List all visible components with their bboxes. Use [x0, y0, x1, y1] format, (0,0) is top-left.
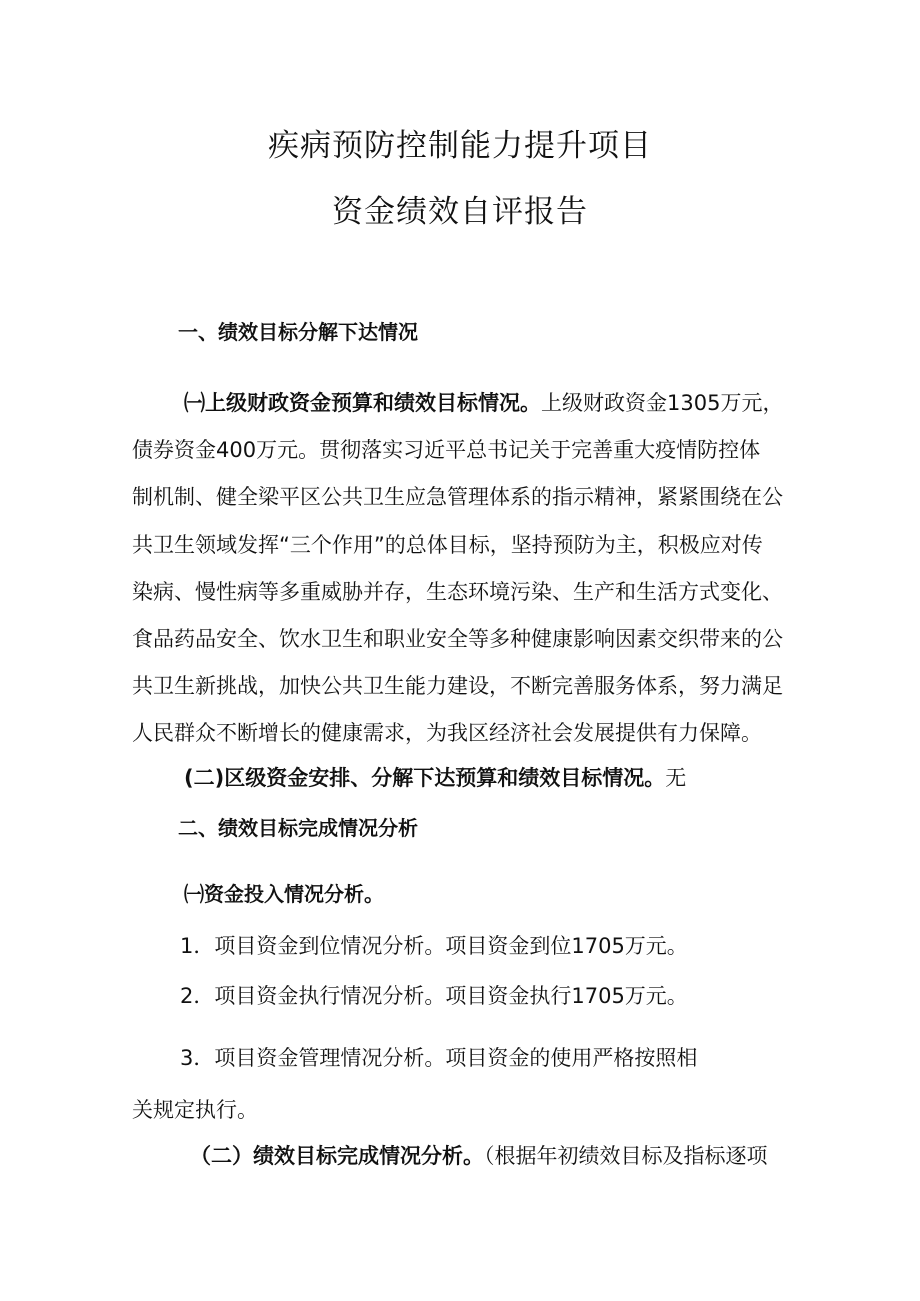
paragraph-text: 无 — [665, 766, 687, 790]
section1-paragraph2 — [184, 762, 686, 792]
subsection2-paragraph — [190, 1140, 768, 1170]
paragraph-text: 上级财政资金1305万元， — [541, 391, 784, 415]
paragraph-line: 共卫生新挑战，加快公共卫生能力建设，不断完善服务体系，努力满足 — [132, 674, 783, 699]
subsection1-heading: ㈠资金投入情况分析。 — [184, 882, 384, 906]
document-title-line2: 资金绩效自评报告 — [332, 194, 588, 230]
paragraph-lead: ㈠上级财政资金预算和绩效目标情况。 — [184, 391, 541, 415]
paragraph-line: 染病、慢性病等多重威胁并存，生态环境污染、生产和生活方式变化、 — [132, 579, 783, 604]
list-item-1: 1．项目资金到位情况分析。项目资金到位1705万元。 — [180, 934, 688, 958]
paragraph-line — [132, 380, 802, 427]
section1-heading: 一、绩效目标分解下达情况 — [178, 320, 418, 344]
list-item-2: 2．项目资金执行情况分析。项目资金执行1705万元。 — [180, 984, 688, 1008]
paragraph-lead: （二）绩效目标完成情况分析。 — [190, 1144, 484, 1168]
paragraph-text: （根据年初绩效目标及指标逐项 — [484, 1144, 768, 1168]
paragraph-line: 制机制、健全梁平区公共卫生应急管理体系的指示精神，紧紧围绕在公 — [132, 485, 783, 510]
paragraph-line: 人民群众不断增长的健康需求，为我区经济社会发展提供有力保障。 — [132, 721, 762, 746]
section2-heading: 二、绩效目标完成情况分析 — [178, 816, 418, 840]
paragraph-line: 共卫生领域发挥“三个作用”的总体目标，坚持预防为主，积极应对传 — [132, 532, 763, 557]
list-item-3-line2: 关规定执行。 — [132, 1098, 258, 1122]
paragraph-lead: (二)区级资金安排、分解下达预算和绩效目标情况。 — [184, 766, 666, 790]
paragraph-line: 债券资金400万元。贯彻落实习近平总书记关于完善重大疫情防控体 — [132, 438, 761, 463]
list-item-3-line1: 3．项目资金管理情况分析。项目资金的使用严格按照相 — [180, 1046, 698, 1070]
paragraph-line: 食品药品安全、饮水卫生和职业安全等多种健康影响因素交织带来的公 — [132, 626, 783, 651]
document-title-line1: 疾病预防控制能力提升项目 — [268, 128, 652, 164]
section1-paragraph1 — [132, 380, 802, 758]
